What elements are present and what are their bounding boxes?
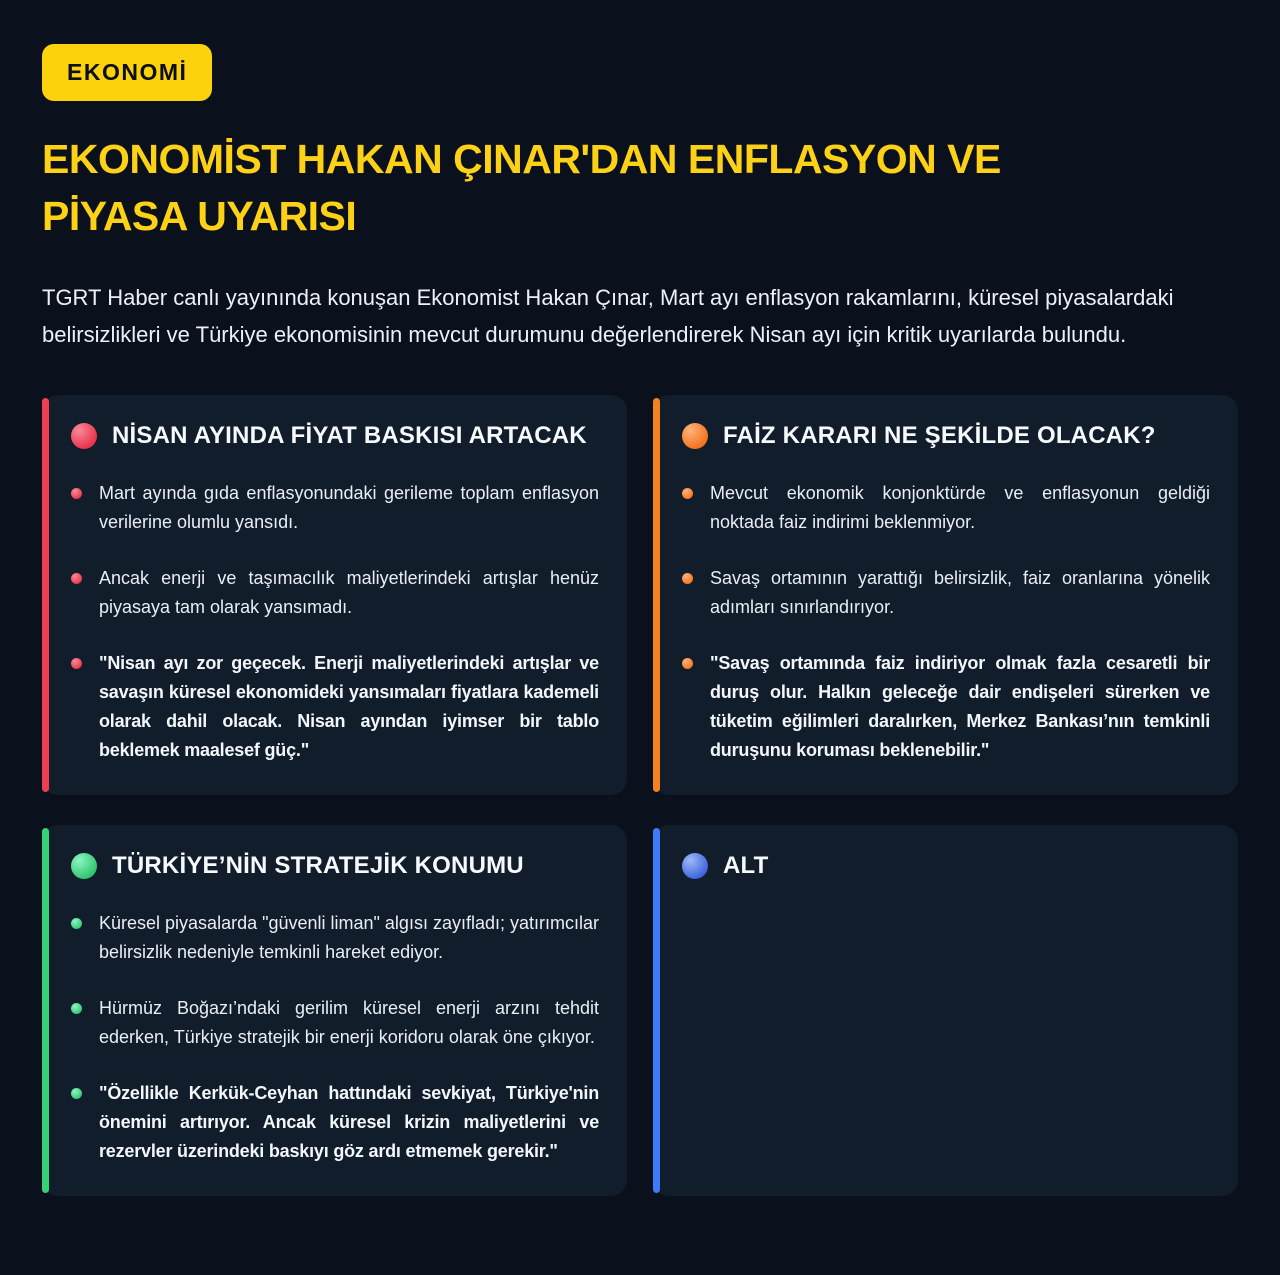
bullet-text: Hürmüz Boğazı’ndaki gerilim küresel enerji arzını tehdit ederken, Türkiye stratejik bir enerji koridoru olarak öne çıkıyor.	[99, 998, 599, 1047]
card-title: FAİZ KARARI NE ŞEKİLDE OLACAK?	[723, 422, 1156, 449]
bullet-dot-icon	[71, 1003, 82, 1014]
list-item	[71, 479, 599, 537]
list-item	[71, 994, 599, 1052]
bullet-text: "Özellikle Kerkük-Ceyhan hattındaki sevkiyat, Türkiye'nin önemini artırıyor. Ancak küresel krizin maliyetlerini ve rezervler üzerindeki baskıyı göz ardı etmemek gerekir."	[99, 1083, 599, 1161]
bullet-text: Mevcut ekonomik konjonktürde ve enflasyonun geldiği noktada faiz indirimi beklenmiyor.	[710, 483, 1210, 532]
card-accent-stripe	[653, 398, 660, 792]
list-item	[682, 479, 1210, 537]
bullet-dot-icon	[682, 488, 693, 499]
card-accent-stripe	[653, 828, 660, 1193]
card-header	[682, 422, 1210, 450]
card-title: TÜRKİYE’NİN STRATEJİK KONUMU	[112, 852, 524, 879]
bullet-dot-icon	[71, 1088, 82, 1099]
category-badge: EKONOMİ	[42, 44, 212, 101]
list-item-quote	[682, 649, 1210, 765]
card-header	[71, 422, 599, 450]
list-item-quote	[71, 1079, 599, 1166]
bullet-dot-icon	[682, 573, 693, 584]
card-title: ALT	[723, 852, 769, 879]
bullet-text: "Savaş ortamında faiz indiriyor olmak fazla cesaretli bir duruş olur. Halkın geleceğe dair endişeleri sürerken ve tüketim eğilimleri daralırken, Merkez Bankası’nın temkinli duruşunu koruması beklenebilir."	[710, 653, 1210, 760]
bullet-dot-icon	[71, 658, 82, 669]
list-item-quote	[71, 649, 599, 765]
intro-paragraph: TGRT Haber canlı yayınında konuşan Ekonomist Hakan Çınar, Mart ayı enflasyon rakamlarını, küresel piyasalardaki belirsizlikleri ve Türkiye ekonomisinin mevcut durumunu değerlendirerek Nisan ayı için kritik uyarılarda bulundu.	[42, 285, 1174, 347]
orange-circle-icon	[682, 423, 708, 449]
bullet-dot-icon	[71, 918, 82, 929]
page-title: EKONOMİST HAKAN ÇINAR'DAN ENFLASYON VE PİYASA UYARISI	[42, 136, 1001, 239]
card-accent-stripe	[42, 828, 49, 1193]
bullet-text: "Nisan ayı zor geçecek. Enerji maliyetlerindeki artışlar ve savaşın küresel ekonomideki yansımaları fiyatlara kademeli olarak dahil olacak. Nisan ayından iyimser bir tablo beklemek maalesef güç."	[99, 653, 599, 760]
bullet-text: Ancak enerji ve taşımacılık maliyetlerindeki artışlar henüz piyasaya tam olarak yansımadı.	[99, 568, 599, 617]
bullet-text: Küresel piyasalarda "güvenli liman" algısı zayıfladı; yatırımcılar belirsizlik nedeniyle temkinli hareket ediyor.	[99, 913, 599, 962]
card-accent-stripe	[42, 398, 49, 792]
cards-grid	[42, 395, 1238, 1196]
card-strategic-position	[42, 825, 627, 1196]
bullet-list	[71, 479, 599, 765]
list-item	[71, 909, 599, 967]
card-interest-rate	[653, 395, 1238, 795]
bullet-text: Savaş ortamının yarattığı belirsizlik, faiz oranlarına yönelik adımları sınırlandırıyor.	[710, 568, 1210, 617]
card-alt	[653, 825, 1238, 1196]
card-header	[682, 852, 1210, 880]
red-circle-icon	[71, 423, 97, 449]
bullet-dot-icon	[682, 658, 693, 669]
card-price-pressure	[42, 395, 627, 795]
bullet-list	[682, 479, 1210, 765]
bullet-dot-icon	[71, 488, 82, 499]
green-circle-icon	[71, 853, 97, 879]
bullet-dot-icon	[71, 573, 82, 584]
list-item	[71, 564, 599, 622]
bullet-text: Mart ayında gıda enflasyonundaki gerileme toplam enflasyon verilerine olumlu yansıdı.	[99, 483, 599, 532]
list-item	[682, 564, 1210, 622]
bullet-list	[71, 909, 599, 1166]
card-title: NİSAN AYINDA FİYAT BASKISI ARTACAK	[112, 422, 587, 449]
blue-circle-icon	[682, 853, 708, 879]
card-header	[71, 852, 599, 880]
